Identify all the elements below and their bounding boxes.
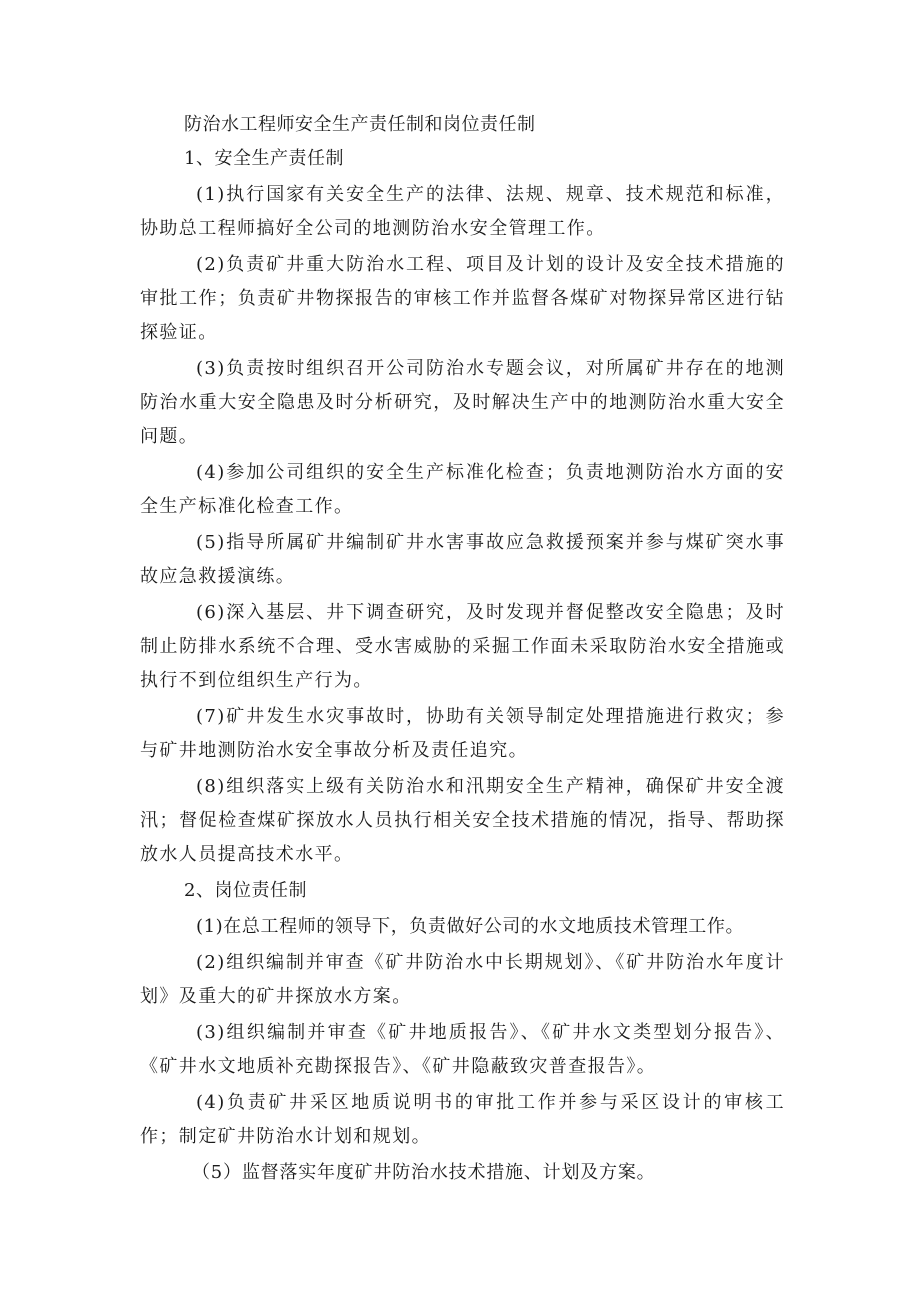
paragraph: （5）监督落实年度矿井防治水技术措施、计划及方案。 [192, 1162, 656, 1183]
paragraph: (7)矿井发生水灾事故时，协助有关领导制定处理措施进行救灾；参与矿井地测防治水安全事故分析及责任追究。 [140, 706, 785, 761]
paragraph: (5)指导所属矿井编制矿井水害事故应急救援预案并参与煤矿突水事故应急救援演练。 [140, 532, 785, 587]
paragraph: (4)参加公司组织的安全生产标准化检查；负责地测防治水方面的安全生产标准化检查工作。 [140, 462, 785, 517]
document-body [140, 108, 785, 1192]
paragraph: (2)组织编制并审查《矿井防治水中长期规划》、《矿井防治水年度计划》及重大的矿井探放水方案。 [140, 952, 785, 1007]
section-heading-post-responsibility: 2、岗位责任制 [184, 880, 307, 901]
document-title: 防治水工程师安全生产责任制和岗位责任制 [184, 114, 536, 135]
paragraph: (3)负责按时组织召开公司防治水专题会议，对所属矿井存在的地测防治水重大安全隐患及时分析研究，及时解决生产中的地测防治水重大安全问题。 [140, 358, 785, 447]
section-heading-safety-responsibility: 1、安全生产责任制 [184, 148, 344, 169]
paragraph: (2)负责矿井重大防治水工程、项目及计划的设计及安全技术措施的审批工作；负责矿井物探报告的审核工作并监督各煤矿对物探异常区进行钻探验证。 [140, 254, 785, 343]
paragraph: (8)组织落实上级有关防治水和汛期安全生产精神，确保矿井安全渡汛；督促检查煤矿探放水人员执行相关安全技术措施的情况，指导、帮助探放水人员提高技术水平。 [140, 776, 785, 865]
paragraph: (1)执行国家有关安全生产的法律、法规、规章、技术规范和标准，协助总工程师搞好全公司的地测防治水安全管理工作。 [140, 184, 785, 239]
paragraph: (4)负责矿井采区地质说明书的审批工作并参与采区设计的审核工作；制定矿井防治水计划和规划。 [140, 1092, 785, 1147]
paragraph: (1)在总工程师的领导下，负责做好公司的水文地质技术管理工作。 [196, 916, 745, 937]
paragraph: (6)深入基层、井下调查研究，及时发现并督促整改安全隐患；及时制止防排水系统不合理、受水害威胁的采掘工作面未采取防治水安全措施或执行不到位组织生产行为。 [140, 602, 785, 691]
paragraph: (3)组织编制并审查《矿井地质报告》、《矿井水文类型划分报告》、《矿井水文地质补充勘探报告》、《矿井隐蔽致灾普查报告》。 [140, 1022, 785, 1077]
